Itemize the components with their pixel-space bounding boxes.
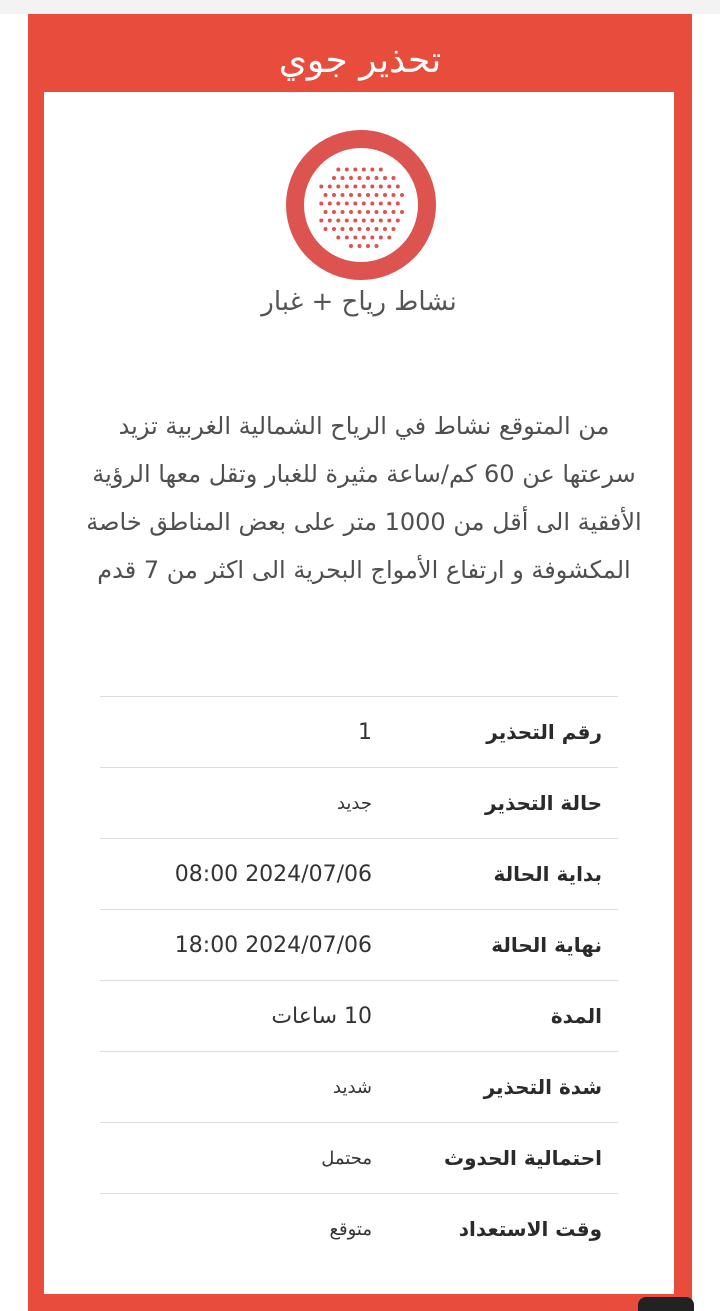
dust-dot bbox=[353, 236, 357, 240]
value-probability: محتمل bbox=[100, 1123, 372, 1194]
dust-dot bbox=[332, 210, 336, 214]
value-alert-number: 1 bbox=[100, 697, 372, 768]
dust-dot bbox=[400, 210, 404, 214]
alert-description: من المتوقع نشاط في الرياح الشمالية الغربية تزيد سرعتها عن 60 كم/ساعة مثيرة للغبار وتقل معها الرؤية الأفقية الى أقل من 1000 متر على بعض المناطق خاصة المكشوفة و ارتفاع الأمواج البحرية الى اكثر من 7 قدم bbox=[86, 412, 642, 584]
dust-dot bbox=[349, 176, 353, 180]
dust-dot bbox=[341, 227, 345, 231]
dust-dot bbox=[379, 219, 383, 223]
dust-dot bbox=[392, 210, 396, 214]
hazard-label: نشاط رياح + غبار bbox=[261, 287, 457, 317]
label-preparation-time: وقت الاستعداد bbox=[372, 1194, 618, 1265]
dust-dot bbox=[358, 210, 362, 214]
dust-dot bbox=[319, 219, 323, 223]
dust-dot bbox=[345, 185, 349, 189]
dust-dot bbox=[362, 219, 366, 223]
dust-dot bbox=[362, 202, 366, 206]
dust-dot bbox=[375, 193, 379, 197]
value-duration: 10 ساعات bbox=[100, 981, 372, 1052]
dust-dot bbox=[383, 193, 387, 197]
dust-dot bbox=[387, 219, 391, 223]
floating-button[interactable] bbox=[638, 1297, 694, 1311]
weather-alert-panel bbox=[28, 14, 692, 1311]
dust-dot bbox=[324, 193, 328, 197]
dust-dot bbox=[366, 244, 370, 248]
dust-dot bbox=[353, 219, 357, 223]
dust-dot bbox=[370, 185, 374, 189]
dust-dot bbox=[345, 202, 349, 206]
dust-dot bbox=[332, 176, 336, 180]
dust-dot bbox=[358, 176, 362, 180]
dust-dot bbox=[375, 244, 379, 248]
table-row bbox=[100, 839, 618, 910]
dust-dot bbox=[332, 227, 336, 231]
dust-dot bbox=[392, 193, 396, 197]
dust-dot bbox=[336, 202, 340, 206]
dust-dot bbox=[341, 210, 345, 214]
dust-dot bbox=[349, 227, 353, 231]
alert-details-table bbox=[100, 696, 618, 1264]
dust-dot bbox=[392, 227, 396, 231]
dust-dot bbox=[379, 236, 383, 240]
dust-dot bbox=[392, 176, 396, 180]
table-row bbox=[100, 981, 618, 1052]
top-strip bbox=[0, 0, 720, 14]
dust-dot bbox=[336, 168, 340, 172]
dust-dot bbox=[353, 168, 357, 172]
dust-dot bbox=[400, 193, 404, 197]
dust-dot bbox=[336, 219, 340, 223]
dust-dot bbox=[379, 168, 383, 172]
value-end-time: 2024/07/06 18:00 bbox=[100, 910, 372, 981]
dust-wind-icon bbox=[286, 130, 436, 280]
dust-dot bbox=[324, 227, 328, 231]
dust-dot bbox=[332, 193, 336, 197]
dust-dot bbox=[383, 210, 387, 214]
label-probability: احتمالية الحدوث bbox=[372, 1123, 618, 1194]
dust-dot bbox=[353, 185, 357, 189]
dust-dot bbox=[349, 244, 353, 248]
table-row bbox=[100, 1052, 618, 1123]
dust-dot bbox=[362, 185, 366, 189]
dust-dot bbox=[366, 210, 370, 214]
dust-dot bbox=[336, 236, 340, 240]
label-end-time: نهاية الحالة bbox=[372, 910, 618, 981]
dust-dot bbox=[383, 227, 387, 231]
dust-dot bbox=[396, 202, 400, 206]
dust-dot bbox=[349, 210, 353, 214]
value-severity: شديد bbox=[100, 1052, 372, 1123]
dust-dot bbox=[370, 236, 374, 240]
page-margin-left bbox=[0, 0, 28, 1311]
page-margin-right bbox=[692, 0, 720, 1311]
table-row bbox=[100, 697, 618, 768]
dust-dot bbox=[358, 227, 362, 231]
dust-dot bbox=[345, 168, 349, 172]
dust-dot bbox=[366, 193, 370, 197]
label-start-time: بداية الحالة bbox=[372, 839, 618, 910]
dust-dot bbox=[358, 193, 362, 197]
label-alert-status: حالة التحذير bbox=[372, 768, 618, 839]
dust-dot bbox=[366, 176, 370, 180]
label-severity: شدة التحذير bbox=[372, 1052, 618, 1123]
dust-dot bbox=[383, 176, 387, 180]
dust-dot bbox=[341, 176, 345, 180]
dust-dot bbox=[379, 185, 383, 189]
dust-dot bbox=[328, 219, 332, 223]
dust-dot bbox=[370, 168, 374, 172]
value-alert-status: جديد bbox=[100, 768, 372, 839]
dust-dot bbox=[375, 176, 379, 180]
dust-dot bbox=[345, 236, 349, 240]
table-row bbox=[100, 1123, 618, 1194]
dust-dot bbox=[319, 185, 323, 189]
dust-dot bbox=[353, 202, 357, 206]
label-duration: المدة bbox=[372, 981, 618, 1052]
dust-dot bbox=[345, 219, 349, 223]
dust-dot bbox=[375, 227, 379, 231]
label-alert-number: رقم التحذير bbox=[372, 697, 618, 768]
dust-dot bbox=[362, 168, 366, 172]
dust-dot bbox=[358, 244, 362, 248]
dust-dot bbox=[328, 185, 332, 189]
table-row bbox=[100, 910, 618, 981]
dust-dot bbox=[328, 202, 332, 206]
dust-dot bbox=[341, 193, 345, 197]
table-row bbox=[100, 1194, 618, 1265]
dust-dot bbox=[362, 236, 366, 240]
dust-dot bbox=[379, 202, 383, 206]
dust-dot bbox=[387, 236, 391, 240]
dust-dot bbox=[349, 193, 353, 197]
dust-dot bbox=[375, 210, 379, 214]
alert-title: تحذير جوي bbox=[278, 40, 442, 81]
table-row bbox=[100, 768, 618, 839]
dust-dot bbox=[336, 185, 340, 189]
dust-dot bbox=[324, 210, 328, 214]
value-preparation-time: متوقع bbox=[100, 1194, 372, 1265]
dust-dot bbox=[387, 185, 391, 189]
alert-card bbox=[44, 92, 674, 1294]
dust-dot bbox=[370, 219, 374, 223]
dust-dot bbox=[370, 202, 374, 206]
dust-dot bbox=[387, 202, 391, 206]
dust-dot bbox=[319, 202, 323, 206]
dust-dot bbox=[396, 185, 400, 189]
dust-dot bbox=[396, 219, 400, 223]
dust-dot bbox=[366, 227, 370, 231]
value-start-time: 2024/07/06 08:00 bbox=[100, 839, 372, 910]
